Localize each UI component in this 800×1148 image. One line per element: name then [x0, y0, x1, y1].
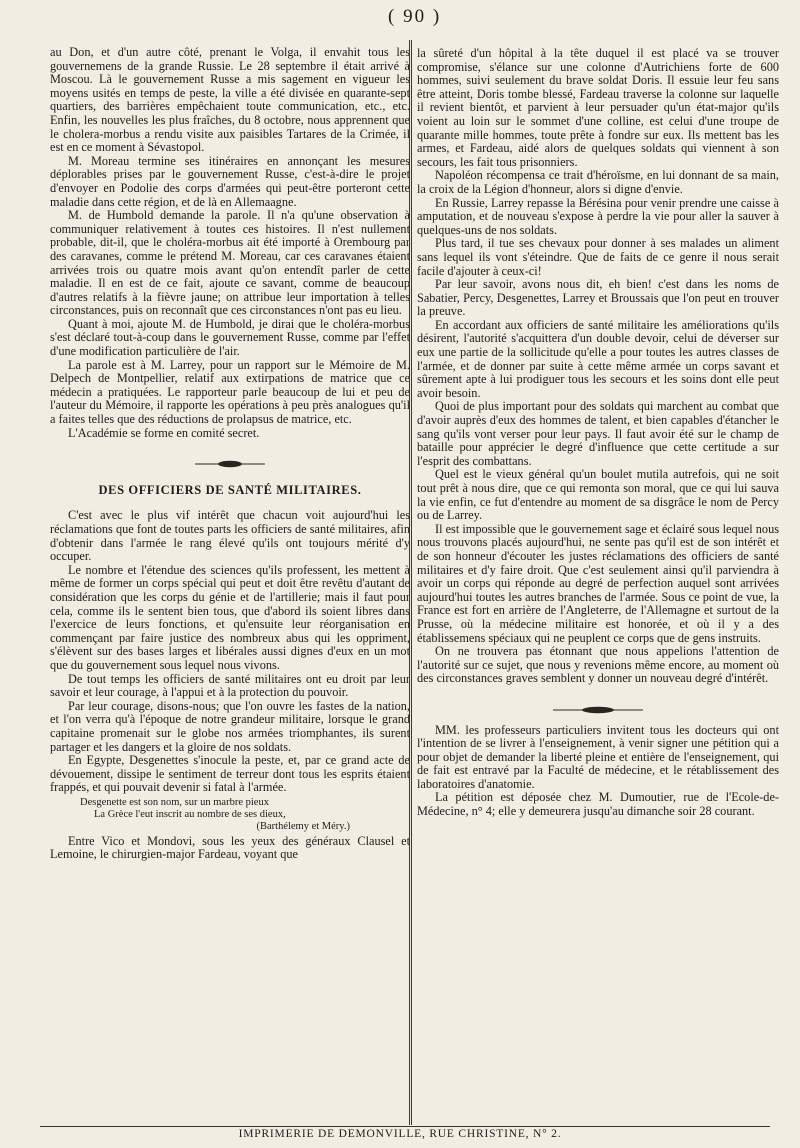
left-column: [50, 46, 410, 862]
paragraph: C'est avec le plus vif intérêt que chacun voit aujourd'hui les réclamations que font de toutes parts les officiers de santé militaires, afin d'obtenir dans l'armée le rang élevé qu'ils ont toujours mérité d'y occuper.: [50, 508, 410, 564]
ornament-icon: [553, 706, 643, 714]
paragraph: Entre Vico et Mondovi, sous les yeux des généraux Clausel et Lemoine, le chirurgien-major Fardeau, voyant que: [50, 833, 410, 862]
paragraph: Quoi de plus important pour des soldats qui marchent au combat que d'avoir auprès d'eux des hommes de talent, et bien capables d'étancher le sang qu'ils vont verser pour leur pays. Il faut avoir été sur le champ de bataille pour apprécier le degré d'influence que cette certitude a sur l'esprit des combattans.: [417, 399, 779, 468]
footer-rule: [40, 1126, 770, 1127]
verse-line: La Grèce l'eut inscrit au nombre de ses dieux,: [94, 808, 286, 820]
paragraph: Le nombre et l'étendue des sciences qu'ils professent, les mettent à même de former un corps spécial qui peut et doit être revêtu d'autant de considération que les corps du génie et de l'artillerie; mais il faut pour cela, comme ils le sentent bien tous, que d'abord ils soient libres dans l'exercice de leurs fonctions, et qu'ensuite leur réorganisation en commençant par faire justice des nombreux abus qui les oppriment, s'élèvent sur des bases larges et libérales aussi dignes d'eux en un mot que du gouvernement sous lequel nous vivons.: [50, 562, 410, 672]
section-heading: DES OFFICIERS DE SANTÉ MILITAIRES.: [98, 482, 362, 497]
paragraph: En Russie, Larrey repasse la Bérésina pour venir prendre une caisse à amputation, et de nouveau s'expose à perdre la vie pour aller la sauver à quelques-uns de nos soldats.: [417, 195, 779, 237]
verse-line: Desgenette est son nom, sur un marbre pieux: [80, 796, 269, 808]
right-column: [417, 47, 779, 819]
paragraph: Quant à moi, ajoute M. de Humbold, je dirai que le choléra-morbus s'est déclaré tout-à-coup dans le gouvernement Russe, comme par l'effet d'une modification particulière de l'air.: [50, 316, 410, 359]
paragraph: MM. les professeurs particuliers invitent tous les docteurs qui ont l'intention de se livrer à l'enseignement, à venir signer une pétition qui a pour objet de demander la liberté pleine et entière de l'enseignement, qui de fait est entravé par la Faculté de médecine, et le rétablissement des laboratoires d'anatomie.: [417, 722, 779, 791]
paragraph: La parole est à M. Larrey, pour un rapport sur le Mémoire de M. Delpech de Montpellier, relatif aux extirpations de matrice que ce médecin a pratiquées. Le rapporteur parle beaucoup de lui et peu de l'auteur du Mémoire, il rapporte les opérations à peu près analogues qu'il a faites telles que des réductions de prolapsus de matrice, etc.: [50, 357, 410, 427]
printer-imprint: IMPRIMERIE DE DEMONVILLE, RUE CHRISTINE, N° 2.: [238, 1128, 562, 1140]
paragraph: la sûreté d'un hôpital à la tête duquel il est placé va se trouver compromise, s'élance sur une colonne d'Autrichiens forte de 600 hommes, suivi seulement du brave soldat Doris. Il essuie leur feu sans être atteint, Doris tombe blessé, Fardeau traverse la colonne sur laquelle il revient bientôt, et parvient à leur persuader qu'un état-major qu'ils voient au loin sur le sommet d'une colline, est celui d'une troupe de quarante mille hommes, toute prête à fondre sur eux. Ils mettent bas les armes, et Fardeau, aidé alors de quelques soldats qui viennent à son secours, les fait tous prisonniers.: [417, 46, 779, 169]
paragraph: On ne trouvera pas étonnant que nous appelions l'attention de l'autorité sur ce sujet, que nous y revenions même encore, au moment où des circonstances graves semblent y donner un nouveau degré d'intérêt.: [417, 644, 779, 686]
paragraph: M. Moreau termine ses itinéraires en annonçant les mesures déplorables prises par le gouvernement Russe, c'est-à-dire le projet d'envoyer en Podolie des corps d'armées qui peut-être porteront cette maladie dans cette région, et de là en Allemaagne.: [50, 153, 410, 209]
paragraph: au Don, et d'un autre côté, prenant le Volga, il envahit tous les gouvernemens de la grande Russie. Le 28 septembre il était arrivé à Moscou. Là le gouvernement Russe a mis sagement en vigueur les moyens usités en temps de peste, la ville a été divisée en quarante-sept quartiers, des barrières empêchaient toute communication, etc., etc. Enfin, les nouvelles les plus fraîches, du 8 octobre, nous apprennent que le cholera-morbus a rendu visite aux paisibles Tartares de la Crimée, il est en ce moment à Sévastopol.: [50, 45, 410, 155]
ornament-icon: [195, 460, 265, 468]
paragraph: Quel est le vieux général qu'un boulet mutila autrefois, qui ne soit tout prêt à nous dire, que ce qui remonta son moral, que ce qui lui sauva la vie enfin, ce fut d'entendre au moment de sa disgrâce le nom de Percy ou de Larrey.: [417, 467, 779, 523]
paragraph: En Egypte, Desgenettes s'inocule la peste, et, par ce grand acte de dévouement, dissipe le sentiment de terreur dont tous les esprits étaient frappés, et qui pouvait devenir si fatal à l'armée.: [50, 753, 410, 795]
ornament-divider: [50, 458, 410, 472]
verse-attribution: (Barthélemy et Méry.): [256, 820, 350, 832]
paragraph: En accordant aux officiers de santé militaire les améliorations qu'ils désirent, l'autorité s'acquittera d'un double devoir, celui de déverser sur eux une partie de la sollicitude qu'elle a pour toutes les autres classes de l'armée, et de donner par suite à cette même armée un corps savant et sûrement apte à lui prodiguer tous les secours et les soins dont elle peut avoir besoin.: [417, 317, 779, 400]
paragraph: L'Académie se forme en comité secret.: [68, 425, 260, 440]
paragraph: Napoléon récompensa ce trait d'héroïsme, en lui donnant de sa main, la croix de la Légion d'honneur, alors si digne d'envie.: [417, 168, 779, 196]
paragraph: M. de Humbold demande la parole. Il n'a qu'une observation à communiquer relativement à toutes ces histoires. Il n'est nullement probable, dit-il, que le choléra-morbus ait été importé à Orembourg par des caravanes, comme le prétend M. Moreau, car ces caravanes étaient arrivées trois ou quatre mois avant qu'on entendît parler de cette maladie. Il en est de ce fait, ajoute ce savant, comme de beaucoup d'autres relatifs à la fièvre jaune; on attribue leur importation à telles circonstances, puis on reconnaît que ces circonstances n'ont pas eu lieu.: [50, 208, 410, 318]
paragraph: La pétition est déposée chez M. Dumoutier, rue de l'Ecole-de-Médecine, n° 4; elle y demeurera jusqu'au dimanche soir 28 courant.: [417, 790, 779, 819]
paragraph: Par leur courage, disons-nous; que l'on ouvre les fastes de la nation, et l'on verra qu'à l'époque de notre grandeur militaire, lorsque le grand capitaine promenait sur le globe nos armées triomphantes, ils surent partager et les dangers et la gloire de nos soldats.: [50, 698, 410, 754]
ornament-divider: [417, 704, 779, 718]
paragraph: Il est impossible que le gouvernement sage et éclairé sous lequel nous nous trouvons placés aujourd'hui, ne sente pas qu'il est de son intérêt et de son honneur d'écouter les justes réclamations des officiers de santé militaires et d'y faire droit. Que c'est seulement ainsi qu'il parviendra à avoir un corps qui réponde au degré de perfection auquel sont arrivées aujourd'hui toutes les autres branches de l'armée. Sous ce point de vue, la France est fort en arrière de l'Angleterre, de l'Allemagne et surtout de la Prusse, où la médecine militaire est honorée, et où il y a des établissemens spéciaux qui ne peuplent ce corps que de gens instruits.: [417, 521, 779, 645]
verse-quote: [80, 797, 410, 833]
paragraph: Plus tard, il tue ses chevaux pour donner à ses malades un aliment sans lequel ils vont s'éteindre. Que de faits de ce genre il nous serait facile d'ajouter à ceux-ci!: [417, 236, 779, 278]
column-divider: [409, 40, 412, 1125]
paragraph: De tout temps les officiers de santé militaires ont eu droit par leur savoir et leur courage, à l'appui et à la protection du pouvoir.: [50, 671, 410, 700]
page-number: ( 90 ): [388, 6, 442, 27]
paragraph: Par leur savoir, avons nous dit, eh bien! c'est dans les noms de Sabatier, Percy, Desgenettes, Larrey et Broussais que l'on peut en trouver la preuve.: [417, 277, 779, 319]
